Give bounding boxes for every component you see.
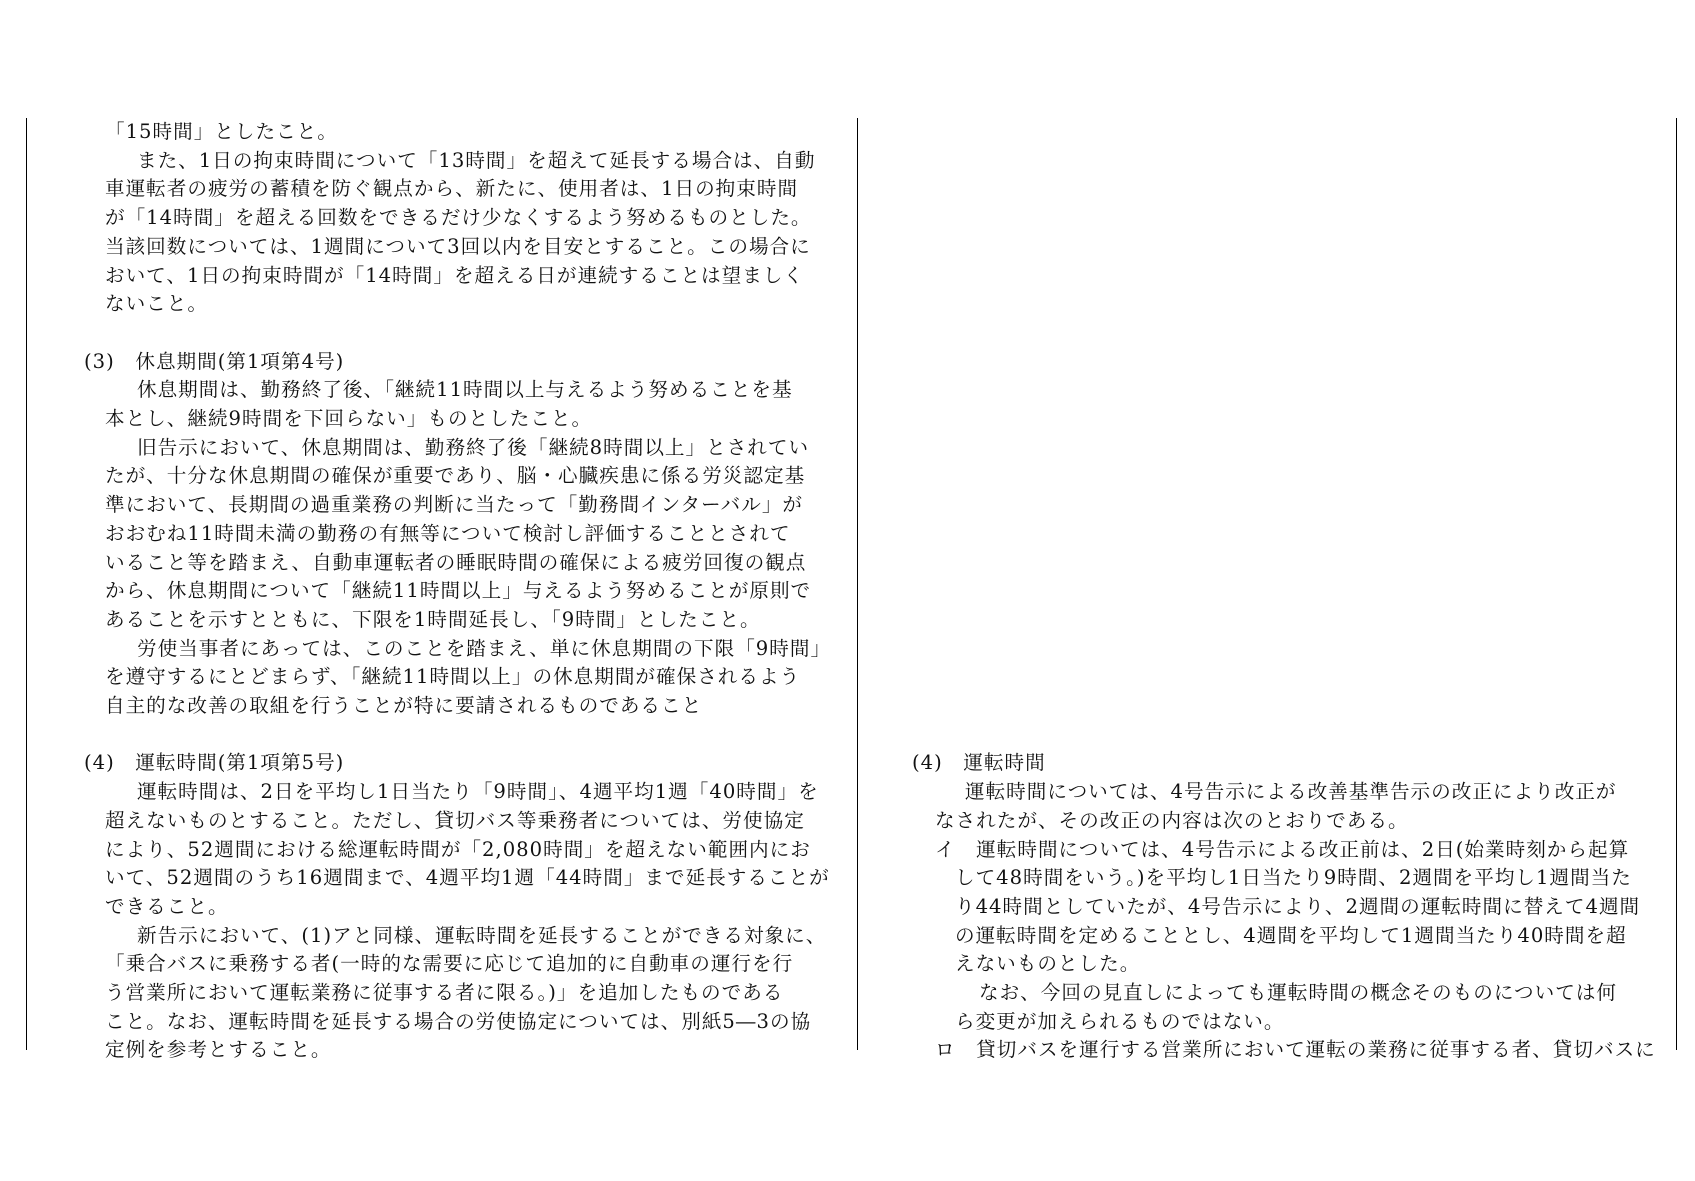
text-line: 自主的な改善の取組を行うことが特に要請されるものであること [105, 694, 703, 718]
right-item-ro [912, 1036, 1672, 1065]
text-line: また、1日の拘束時間について「13時間」を超えて延長する場合は、自動 [137, 148, 816, 172]
text-line: ら変更が加えられるものではない。 [955, 1009, 1285, 1033]
text-line: いること等を踏まえ、自動車運転者の睡眠時間の確保による疲労回復の観点 [105, 550, 807, 574]
text-line: により、52週間における総運転時間が「2,080時間」を超えない範囲内にお [105, 837, 811, 861]
text-line: いて、52週間のうち16週間まで、4週平均1週「44時間」まで延長することが [105, 866, 830, 890]
paragraph-gap [84, 319, 848, 348]
right-column-blank-area [912, 118, 1672, 749]
left-border-line [26, 118, 27, 1050]
text-line: 「乗合バスに乗務する者(一時的な需要に応じて追加的に自動車の運行を行 [105, 952, 794, 976]
text-line: の運転時間を定めることとし、4週間を平均して1週間当たり40時間を超 [955, 923, 1627, 947]
right-section-4-intro [912, 778, 1672, 835]
text-line: おおむね11時間未満の勤務の有無等について検討し評価することとされて [105, 521, 791, 545]
right-column-old-text [912, 118, 1672, 1065]
text-line: 定例を参考とすること。 [105, 1038, 332, 1062]
text-line: 運転時間については、4号告示による改善基準告示の改正により改正が [965, 780, 1617, 804]
text-line: 新告示において、(1)アと同様、運転時間を延長することができる対象に、 [137, 923, 827, 947]
text-line: 超えないものとすること。ただし、貸切バス等乗務者については、労使協定 [105, 808, 805, 832]
text-line: イ 運転時間については、4号告示による改正前は、2日(始業時刻から起算 [935, 837, 1630, 861]
text-line: り44時間としていたが、4号告示により、2週間の運転時間に替えて4週間 [955, 894, 1641, 918]
section-4-heading: (4) 運転時間(第1項第5号) [84, 751, 345, 775]
text-line: 運転時間は、2日を平均し1日当たり「9時間」、4週平均1週「40時間」を [137, 780, 819, 804]
text-line: 本とし、継続9時間を下回らない」ものとしたこと。 [105, 407, 593, 431]
paragraph-13h-over [84, 147, 848, 319]
text-line: う営業所において運転業務に従事する者に限る。)」を追加したものである [105, 981, 784, 1005]
paragraph-gap [84, 721, 848, 750]
text-line: 労使当事者にあっては、このことを踏まえ、単に休息期間の下限「9時間」 [137, 636, 832, 660]
right-item-i-note [912, 979, 1672, 1036]
text-line: 当該回数については、1週間について3回以内を目安とすること。この場合に [105, 234, 811, 258]
left-column-new-text [84, 118, 848, 1065]
text-line: なお、今回の見直しによっても運転時間の概念そのものについては何 [979, 981, 1618, 1005]
section-4-paragraph-1 [84, 778, 848, 922]
text-line: おいて、1日の拘束時間が「14時間」を超える日が連続することは望ましく [105, 263, 805, 287]
section-3-paragraph-2 [84, 434, 848, 635]
section-3-paragraph-1 [84, 376, 848, 433]
text-line: を遵守するにとどまらず、「継続11時間以上」の休息期間が確保されるよう [105, 665, 801, 689]
section-4-paragraph-2 [84, 922, 848, 1066]
text-line: 「15時間」としたこと。 [105, 120, 338, 143]
text-line: なされたが、その改正の内容は次のとおりである。 [935, 808, 1409, 832]
text-line: 車運転者の疲労の蓄積を防ぐ観点から、新たに、使用者は、1日の拘束時間 [105, 177, 799, 201]
paragraph-15h-tail [84, 118, 848, 147]
text-line: が「14時間」を超える回数をできるだけ少なくするよう努めるものとした。 [105, 206, 812, 230]
text-line: 休息期間は、勤務終了後、「継続11時間以上与えるよう努めることを基 [137, 378, 793, 402]
text-line: できること。 [105, 894, 229, 918]
column-divider-line [857, 118, 858, 1050]
text-line: 旧告示において、休息期間は、勤務終了後「継続8時間以上」とされてい [137, 435, 810, 459]
text-line: ないこと。 [105, 292, 208, 316]
right-border-line [1676, 118, 1677, 1050]
text-line: ロ 貸切バスを運行する営業所において運転の業務に従事する者、貸切バスに [935, 1038, 1656, 1062]
text-line: 準において、長期間の過重業務の判断に当たって「勤務間インターバル」が [105, 493, 804, 517]
text-line: こと。なお、運転時間を延長する場合の労使協定については、別紙5―3の協 [105, 1009, 812, 1033]
text-line: から、休息期間について「継続11時間以上」与えるよう努めることが原則で [105, 579, 812, 603]
right-item-i [912, 836, 1672, 980]
right-section-4-heading: (4) 運転時間 [912, 751, 1046, 775]
text-line: たが、十分な休息期間の確保が重要であり、脳・心臓疾患に係る労災認定基 [105, 464, 806, 488]
section-3-paragraph-3 [84, 635, 848, 721]
section-3-heading: (3) 休息期間(第1項第4号) [84, 349, 345, 373]
text-line: あることを示すとともに、下限を1時間延長し、「9時間」としたこと。 [105, 607, 761, 631]
text-line: えないものとした。 [955, 952, 1141, 976]
text-line: して48時間をいう。)を平均し1日当たり9時間、2週間を平均し1週間当た [955, 866, 1632, 890]
